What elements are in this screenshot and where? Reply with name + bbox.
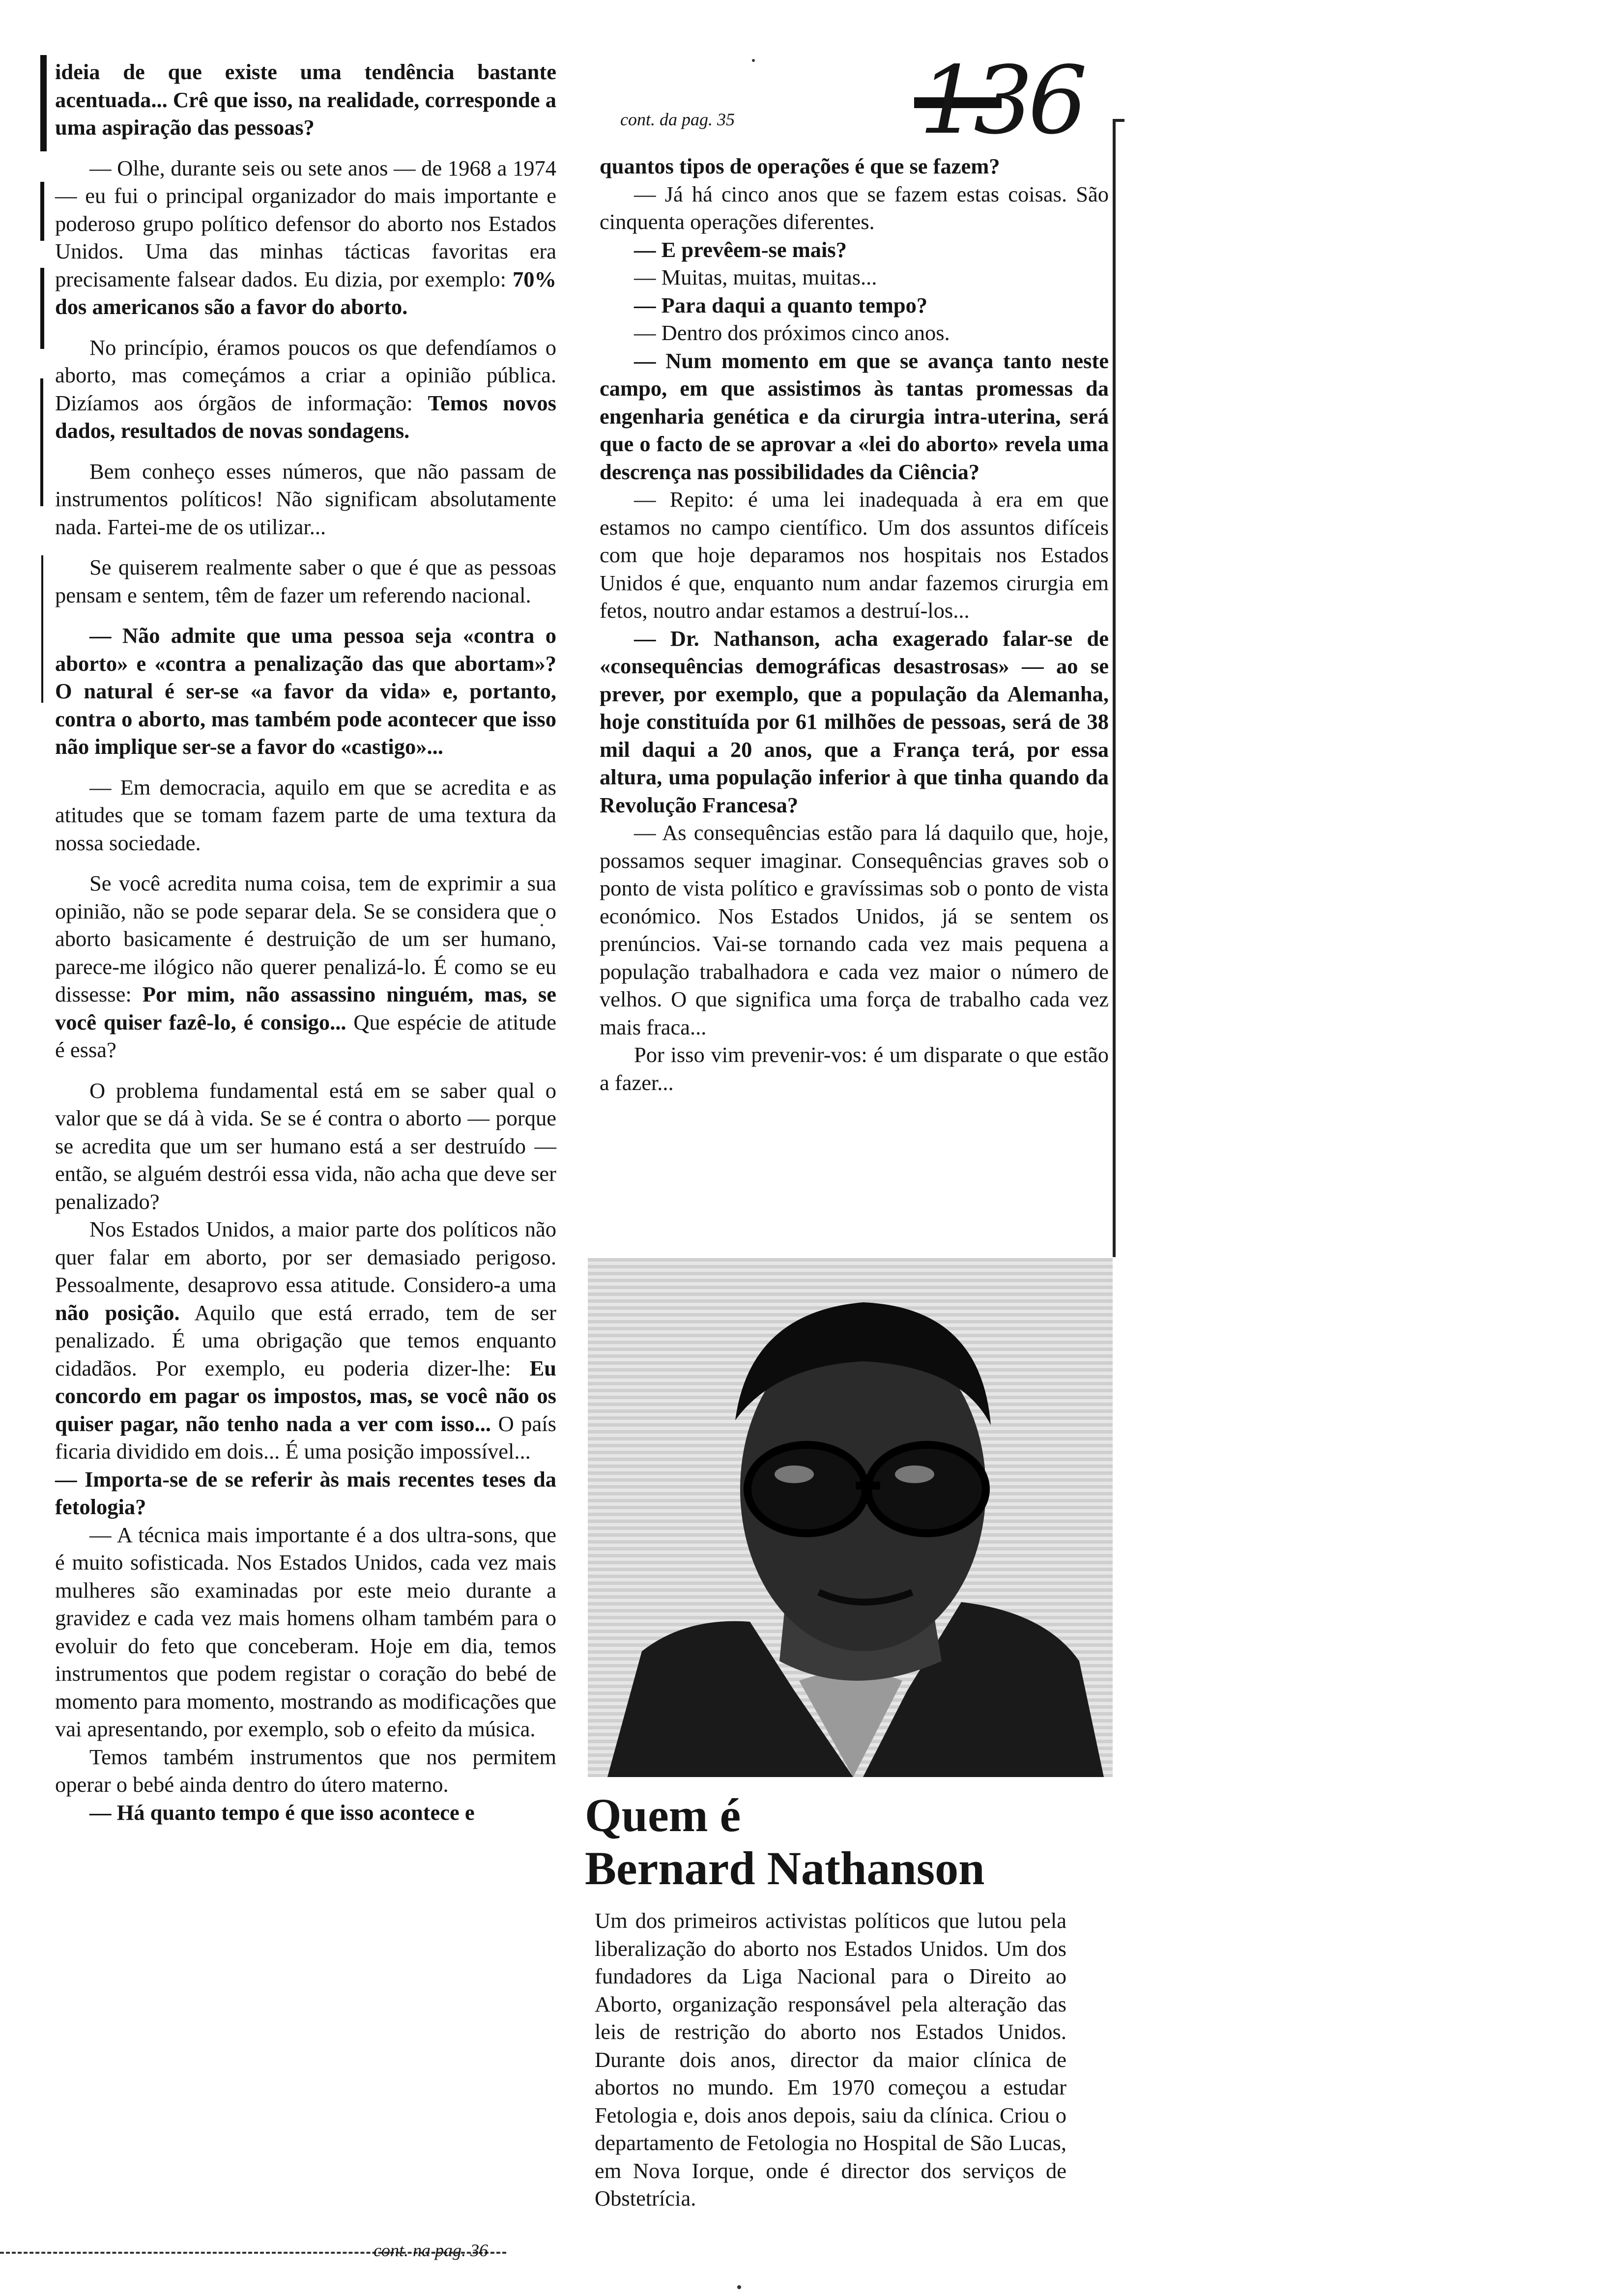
paragraph xyxy=(55,1077,556,1216)
paragraph-text: — Importa-se de se referir às mais recentes teses da fetologia? xyxy=(55,1466,556,1519)
paragraph-text: — Em democracia, aquilo em que se acredita e as atitudes que se tomam fazem parte de uma textura da nossa sociedade. xyxy=(55,775,556,855)
left-column xyxy=(55,58,556,1826)
paragraph xyxy=(55,774,556,857)
print-speck xyxy=(541,924,543,926)
margin-bar xyxy=(40,268,44,349)
paragraph xyxy=(55,553,556,609)
paragraph-text: Por mim, não assassino ninguém, mas, se você quiser fazê-lo, é consigo... xyxy=(55,982,556,1034)
paragraph-text: O país ficaria dividido em dois... É uma posição impossível... xyxy=(55,1411,556,1464)
paragraph xyxy=(600,236,1109,264)
paragraph xyxy=(55,1743,556,1799)
paragraph xyxy=(600,819,1109,1041)
paragraph-text: quantos tipos de operações é que se fazem? xyxy=(600,154,1000,178)
paragraph-text: Nos Estados Unidos, a maior parte dos políticos não quer falar em aborto, por ser demasiado perigoso. Pessoalmente, desaprovo essa atitude. Considero-a uma xyxy=(55,1217,556,1297)
print-speck xyxy=(737,2285,741,2289)
paragraph-text: não posição. xyxy=(55,1300,180,1325)
paragraph xyxy=(55,622,556,761)
paragraph-text: — Já há cinco anos que se fazem estas coisas. São cinquenta operações diferentes. xyxy=(600,181,1109,234)
paragraph xyxy=(55,458,556,541)
box-title-line1: Quem é xyxy=(585,1789,741,1841)
paragraph xyxy=(55,1465,556,1521)
paragraph-text: ideia de que existe uma tendência bastante acentuada... Crê que isso, na realidade, corresponde a uma aspiração das pessoas? xyxy=(55,59,556,140)
paragraph xyxy=(55,334,556,445)
paragraph-text: Temos também instrumentos que nos permitem operar o bebé ainda dentro do útero materno. xyxy=(55,1744,556,1797)
paragraph-text: — Repito: é uma lei inadequada à era em que estamos no campo científico. Um dos assuntos difíceis com que hoje deparamos nos hospitais nos Estados Unidos é que, enquanto num andar fazemos cirurgia em fetos, noutro andar estamos a destruí-los... xyxy=(600,487,1109,623)
paragraph-text: — E prevêem-se mais? xyxy=(634,237,847,262)
paragraph-text: Que espécie de atitude é essa? xyxy=(55,1009,556,1062)
paragraph-text: — Dentro dos próximos cinco anos. xyxy=(634,320,950,345)
paragraph-text: Temos novos dados, resultados de novas sondagens. xyxy=(55,390,556,443)
paragraph-text: Eu concordo em pagar os impostos, mas, se você não os quiser pagar, não tenho nada a ver com isso... xyxy=(55,1355,556,1436)
paragraph-text: — As consequências estão para lá daquilo que, hoje, possamos sequer imaginar. Consequências graves sob o ponto de vista político e gravíssimas sob o ponto de vista económico. Nos Estados Unidos, já se sentem os prenúncios. Vai-se tornando cada vez mais pequena a população trabalhadora e cada vez maior o número de velhos. O que significa uma força de trabalho cada vez mais fraca... xyxy=(600,820,1109,1039)
paragraph-text: — Muitas, muitas, muitas... xyxy=(634,265,877,289)
paragraph xyxy=(55,869,556,1064)
paragraph xyxy=(55,1521,556,1743)
paragraph xyxy=(600,263,1109,291)
paragraph xyxy=(55,154,556,321)
paragraph xyxy=(600,291,1109,319)
paragraph xyxy=(55,58,556,142)
paragraph-text: — Para daqui a quanto tempo? xyxy=(634,292,928,317)
right-column xyxy=(600,152,1109,1096)
paragraph-text: Aquilo que está errado, tem de ser penalizado. É uma obrigação que temos enquanto cidadãos. Por exemplo, eu poderia dizer-lhe: xyxy=(55,1300,556,1380)
frame-line xyxy=(1113,122,1116,1257)
page-number: 136 xyxy=(919,46,1083,155)
paragraph-text: Bem conheço esses números, que não passam de instrumentos políticos! Não significam absolutamente nada. Fartei-me de os utilizar... xyxy=(55,459,556,539)
box-body: Um dos primeiros activistas políticos que lutou pela liberalização do aborto nos Estados Unidos. Um dos fundadores da Liga Nacional para o Direito ao Aborto, organização responsável pela alteração das leis de restrição do aborto nos Estados Unidos. Durante dois anos, director da maior clínica de abortos no mundo. Em 1970 começou a estudar Fetologia e, dois anos depois, saiu da clínica. Criou o departamento de Fetologia no Hospital de São Lucas, em Nova Iorque, onde é director dos serviços de Obstetrícia. xyxy=(595,1908,1066,2210)
paragraph xyxy=(600,347,1109,486)
box-title xyxy=(585,1789,984,1895)
paragraph-text: — A técnica mais importante é a dos ultra-sons, que é muito sofisticada. Nos Estados Unidos, cada vez mais mulheres são examinadas por este meio durante a gravidez e cada vez mais homens olham também para o evoluir do feto que conceberam. Hoje em dia, temos instrumentos que podem registar o coração do bebé de momento para momento, mostrando as modificações que vai apresentando, por exemplo, sob o efeito da música. xyxy=(55,1522,556,1741)
paragraph-text: 70% dos americanos são a favor do aborto. xyxy=(55,266,556,319)
paragraph-text: — Num momento em que se avança tanto neste campo, em que assistimos às tantas promessas da engenharia genética e da cirurgia intra-uterina, será que o facto de se aprovar a «lei do aborto» revela uma descrença nas possibilidades da Ciência? xyxy=(600,348,1109,484)
paragraph-text: No princípio, éramos poucos os que defendíamos o aborto, mas começámos a criar a opinião pública. Dizíamos aos órgãos de informação: xyxy=(55,335,556,415)
paragraph xyxy=(600,486,1109,625)
paragraph-text: Se quiserem realmente saber o que é que as pessoas pensam e sentem, têm de fazer um referendo nacional. xyxy=(55,555,556,607)
margin-bar xyxy=(40,182,44,241)
continued-from-label: cont. da pag. 35 xyxy=(620,110,735,129)
margin-bar xyxy=(41,555,43,703)
paragraph xyxy=(600,1041,1109,1096)
paragraph-text: — Olhe, durante seis ou sete anos — de 1968 a 1974 — eu fui o principal organizador do mais importante e poderoso grupo político defensor do aborto nos Estados Unidos. Uma das minhas tácticas favoritas era precisamente falsear dados. Eu dizia, por exemplo: xyxy=(55,155,556,291)
print-speck xyxy=(752,59,755,62)
paragraph-text: O problema fundamental está em se saber qual o valor que se dá à vida. Se se é contra o aborto — porque se acredita que um ser humano está a ser destruído — então, se alguém destrói essa vida, não acha que deve ser penalizado? xyxy=(55,1078,556,1214)
paragraph-text: — Há quanto tempo é que isso acontece e xyxy=(89,1800,475,1825)
continued-to-label: cont. na pag. 36 xyxy=(374,2240,488,2260)
paragraph-text: — Dr. Nathanson, acha exagerado falar-se de «consequências demográficas desastrosas» — ao se prever, por exemplo, que a população da Alemanha, hoje constituída por 61 milhões de pessoas, será de 38 mil daqui a 20 anos, que a França terá, por essa altura, uma população inferior à que tinha quando da Revolução Francesa? xyxy=(600,626,1109,817)
portrait-photo xyxy=(588,1258,1113,1777)
paragraph-text: Por isso vim prevenir-vos: é um disparate o que estão a fazer... xyxy=(600,1042,1109,1095)
box-title-line2: Bernard Nathanson xyxy=(585,1842,985,1894)
paragraph xyxy=(600,625,1109,819)
paragraph xyxy=(600,180,1109,236)
margin-bar xyxy=(40,378,43,506)
paragraph xyxy=(600,319,1109,347)
paragraph-text: Se você acredita numa coisa, tem de exprimir a sua opinião, não se pode separar dela. Se se considera que o aborto basicamente é destruição de um ser humano, parece-me ilógico não querer penalizá-lo. É como se eu dissesse: xyxy=(55,871,556,1006)
portrait-illustration xyxy=(588,1258,1113,1777)
paragraph-text: — Não admite que uma pessoa seja «contra o aborto» e «contra a penalização das que abortam»? O natural é ser-se «a favor da vida» e, portanto, contra o aborto, mas também pode acontecer que isso não implique ser-se a favor do «castigo»... xyxy=(55,623,556,759)
paragraph xyxy=(55,1215,556,1465)
margin-bar xyxy=(40,55,47,151)
paragraph xyxy=(600,152,1109,180)
paragraph xyxy=(55,1799,556,1827)
